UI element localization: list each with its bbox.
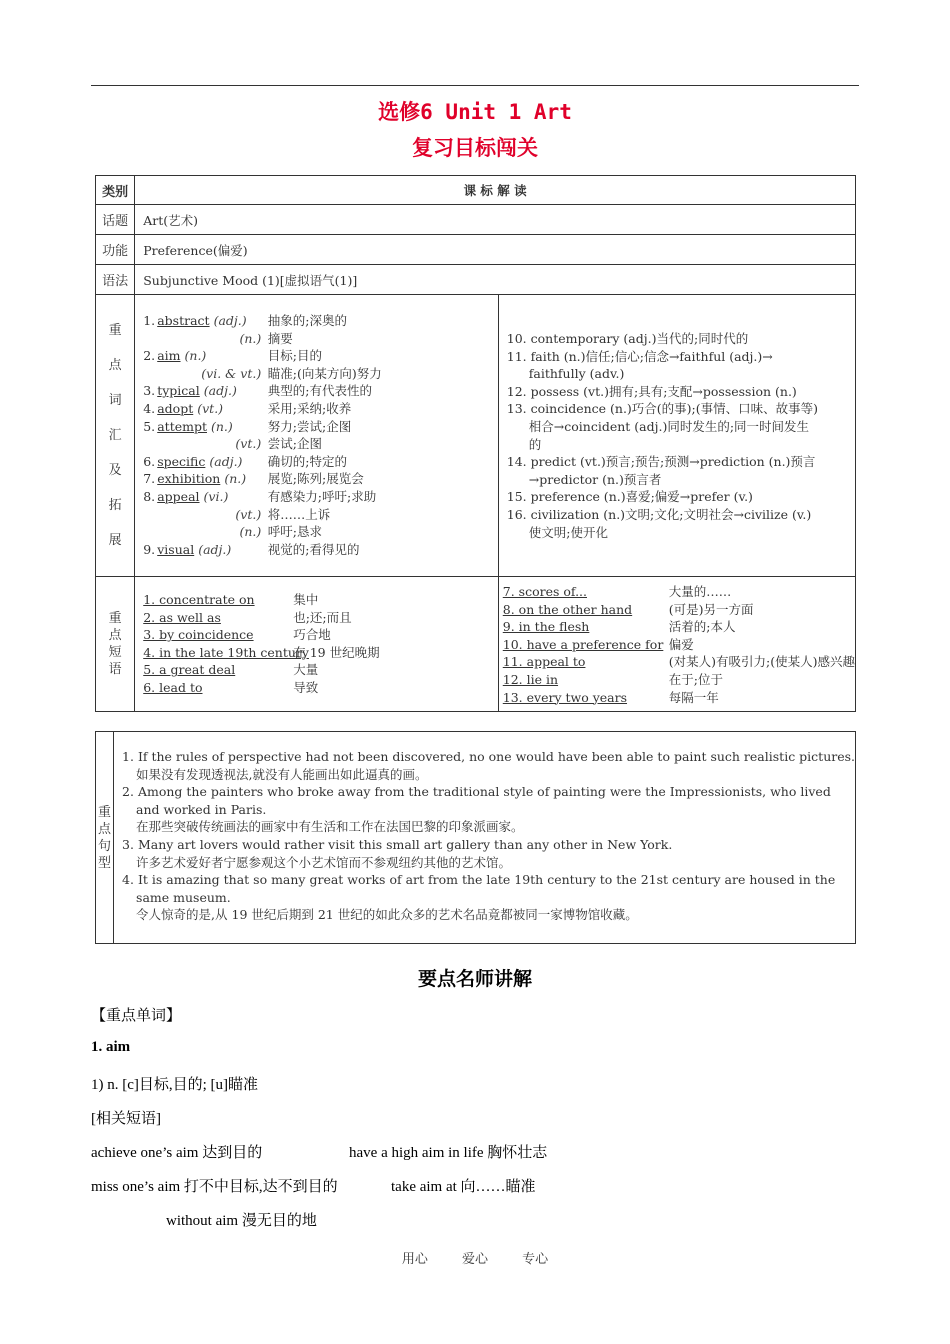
sentence-line: 如果没有发现透视法,就没有人能画出如此逼真的画。 xyxy=(136,766,428,782)
vocab-item xyxy=(143,365,498,383)
phrase-meaning: 偏爱 xyxy=(668,636,694,652)
vocab-no: 9. xyxy=(143,541,156,557)
phrase-meaning: 活着的;本人 xyxy=(668,619,736,635)
vocab-no: 8. xyxy=(143,488,156,504)
vocab-pos: (adj.) xyxy=(213,313,247,328)
vocab-right-line: 10. contemporary (adj.)当代的;同时代的 xyxy=(506,331,749,346)
vocab-word: aim xyxy=(157,348,181,364)
vocab-right-line: 相合→coincident (adj.)同时发生的;同一时间发生 xyxy=(528,418,810,434)
vocab-meaning: 确切的;特定的 xyxy=(267,453,347,469)
vocab-pos: (vi.) xyxy=(203,488,229,504)
vocab-item xyxy=(143,382,498,400)
phrase-meaning: 巧合地 xyxy=(293,627,331,643)
vocab-pos: (vt.) xyxy=(235,506,262,522)
vocab-word: abstract xyxy=(157,313,210,328)
vocab-pos: (vt.) xyxy=(197,400,224,416)
phrase-text: 2. as well as xyxy=(143,609,221,625)
phrase-meaning: (对某人)有吸引力;(使某人)感兴趣 xyxy=(668,654,855,670)
vocab-word: specific xyxy=(157,453,206,469)
head-category: 类别 xyxy=(96,176,135,205)
vocab-right-line: 使文明;使开化 xyxy=(528,524,608,540)
vocab-no xyxy=(143,506,157,524)
phrase-meaning: 在 19 世纪晚期 xyxy=(293,644,380,660)
vocab-meaning: 瞄准;(向某方向)努力 xyxy=(267,365,382,381)
vocab-label: 重 点 词 汇 及 拓 展 xyxy=(96,295,135,577)
vocab-word: appeal xyxy=(157,488,200,504)
vocab-right xyxy=(498,295,855,577)
phrase-meaning: 集中 xyxy=(293,592,319,607)
vocab-right-line: faithfully (adv.) xyxy=(528,366,625,382)
phrase-item xyxy=(143,591,498,609)
vocab-right-line: 11. faith (n.)信任;信心;信念→faithful (adj.)→ xyxy=(506,348,773,364)
sentence-line: 1. If the rules of perspective had not been discovered, no one would have been able to paint such realistic pictures. xyxy=(122,749,855,764)
vocab-pos: (adj.) xyxy=(203,383,237,399)
vocab-pos: (n.) xyxy=(211,418,233,434)
row-topic-content: Art(艺术) xyxy=(135,205,856,235)
phrase-item xyxy=(143,661,498,679)
phrase-meaning: 每隔一年 xyxy=(668,689,719,705)
sentence-line: 在那些突破传统画法的画家中有生活和工作在法国巴黎的印象派画家。 xyxy=(136,819,524,835)
vocab-no xyxy=(143,435,157,453)
vocab-meaning: 摘要 xyxy=(267,330,293,346)
phrase-meaning: 也;还;而且 xyxy=(293,609,352,625)
sentence-line: 令人惊奇的是,从 19 世纪后期到 21 世纪的如此众多的艺术名品竟都被同一家博物馆收藏。 xyxy=(136,907,638,923)
vocab-right-line: →predictor (n.)预言者 xyxy=(528,471,662,487)
phrase-take-aim: take aim at 向……瞄准 xyxy=(391,1179,536,1195)
vocab-item xyxy=(143,312,498,330)
phrase-item xyxy=(503,636,855,654)
vocab-word: visual xyxy=(157,541,195,557)
word-definition: 1) n. [c]目标,目的; [u]瞄准 xyxy=(91,1077,259,1093)
vocab-item xyxy=(143,541,498,559)
vocab-pos: (n.) xyxy=(224,471,247,487)
vocab-word: typical xyxy=(157,383,200,399)
vocab-pos: (adj.) xyxy=(198,541,232,557)
phrases-left xyxy=(135,577,499,712)
vocab-meaning: 尝试;企图 xyxy=(267,436,322,452)
row-function-category: 功能 xyxy=(96,235,135,265)
row-grammar-content: Subjunctive Mood (1)[虚拟语气(1)] xyxy=(135,265,856,295)
phrase-item xyxy=(143,644,498,662)
phrase-item xyxy=(503,618,855,636)
phrase-meaning: 导致 xyxy=(293,679,319,695)
sentence-table xyxy=(95,731,856,944)
phrase-item xyxy=(503,601,855,619)
vocab-no: 6. xyxy=(143,453,156,469)
phrase-meaning: (可是)另一方面 xyxy=(668,601,754,617)
vocab-item xyxy=(143,453,498,471)
vocab-item xyxy=(143,347,498,365)
vocab-item xyxy=(143,435,498,453)
vocab-right-line: 的 xyxy=(528,436,542,452)
phrase-item xyxy=(503,689,855,707)
vocab-word: attempt xyxy=(157,418,207,434)
vocab-item xyxy=(143,523,498,541)
vocab-pos: (vi. & vt.) xyxy=(201,365,262,381)
phrase-text: 8. on the other hand xyxy=(502,601,633,617)
phrase-text: 13. every two years xyxy=(502,689,628,705)
phrase-text: 7. scores of... xyxy=(502,584,587,599)
phrase-item xyxy=(143,609,498,627)
section-tag: 【重点单词】 xyxy=(91,1008,182,1024)
vocab-pos: (adj.) xyxy=(209,453,243,469)
vocab-no: 7. xyxy=(143,471,156,487)
phrase-item xyxy=(503,671,855,689)
sentence-line: 2. Among the painters who broke away from the traditional style of painting were the Impressionists, who lived xyxy=(122,784,831,800)
sentence-line: 许多艺术爱好者宁愿参观这个小艺术馆而不参观纽约其他的艺术馆。 xyxy=(136,854,512,870)
phrase-item xyxy=(143,626,498,644)
vocab-right-line: 15. preference (n.)喜爱;偏爱→prefer (v.) xyxy=(506,489,753,505)
vocab-meaning: 视觉的;看得见的 xyxy=(267,541,360,557)
vocab-item xyxy=(143,506,498,524)
footer: 用心 爱心 专心 xyxy=(401,1252,549,1267)
vocab-meaning: 呼吁;恳求 xyxy=(267,524,322,540)
header-rule xyxy=(91,85,859,86)
vocab-no: 1. xyxy=(143,313,156,328)
vocab-meaning: 目标;目的 xyxy=(267,348,322,364)
vocab-pos: (n.) xyxy=(184,348,207,364)
vocab-pos: (n.) xyxy=(239,524,262,540)
row-grammar-category: 语法 xyxy=(96,265,135,295)
vocab-item xyxy=(143,488,498,506)
vocab-meaning: 采用;采纳;收养 xyxy=(267,400,352,416)
sentence-content xyxy=(114,732,856,944)
phrase-item xyxy=(503,653,855,671)
vocab-meaning: 典型的;有代表性的 xyxy=(267,383,372,399)
head-content: 课 标 解 读 xyxy=(135,176,856,205)
phrase-item xyxy=(503,583,855,601)
vocab-no: 3. xyxy=(143,383,156,399)
review-table xyxy=(95,175,856,712)
section-heading: 要点名师讲解 xyxy=(417,968,532,990)
vocab-meaning: 抽象的;深奥的 xyxy=(267,313,347,328)
vocab-meaning: 将……上诉 xyxy=(267,506,331,522)
phrase-label: 重 点 短 语 xyxy=(96,577,135,712)
sentence-line: and worked in Paris. xyxy=(136,801,267,817)
vocab-no xyxy=(143,523,157,541)
vocab-item xyxy=(143,418,498,436)
phrase-item xyxy=(143,679,498,697)
vocab-word: adopt xyxy=(157,400,194,416)
vocab-item xyxy=(143,470,498,488)
sentence-line: 3. Many art lovers would rather visit this small art gallery than any other in New York. xyxy=(122,836,673,852)
vocab-right-line: 14. predict (vt.)预言;预告;预测→prediction (n.)预言 xyxy=(506,454,816,470)
vocab-right-line: 12. possess (vt.)拥有;具有;支配→possession (n.) xyxy=(506,383,797,399)
sentence-line: 4. It is amazing that so many great works of art from the late 19th century to the 21st century are housed in the xyxy=(122,872,836,888)
phrase-text: 1. concentrate on xyxy=(143,592,255,607)
vocab-no xyxy=(143,330,157,348)
phrase-text: 3. by coincidence xyxy=(143,627,254,643)
vocab-left xyxy=(135,295,499,577)
phrase-achieve: achieve one’s aim 达到目的 xyxy=(91,1145,263,1161)
phrases-right xyxy=(498,577,855,712)
vocab-no: 5. xyxy=(143,418,156,434)
vocab-right-line: 16. civilization (n.)文明;文化;文明社会→civilize (v.) xyxy=(506,506,812,522)
vocab-pos: (vt.) xyxy=(235,436,262,452)
vocab-no xyxy=(143,365,157,383)
vocab-right-line: 13. coincidence (n.)巧合(的事);(事情、口味、故事等) xyxy=(506,401,819,417)
vocab-meaning: 展览;陈列;展览会 xyxy=(267,471,364,487)
row-function-content: Preference(偏爱) xyxy=(135,235,856,265)
word-title: 1. aim xyxy=(91,1039,131,1055)
phrase-text: 12. lie in xyxy=(502,671,559,687)
vocab-item xyxy=(143,330,498,348)
phrase-miss: miss one’s aim 打不中目标,达不到目的 xyxy=(91,1179,338,1195)
phrase-text: 5. a great deal xyxy=(143,662,236,678)
phrase-meaning: 在于;位于 xyxy=(668,671,723,687)
page-title: 选修6 Unit 1 Art xyxy=(378,100,572,124)
vocab-meaning: 有感染力;呼吁;求助 xyxy=(267,488,377,504)
vocab-item xyxy=(143,400,498,418)
phrase-text: 6. lead to xyxy=(143,679,203,695)
phrase-text: 11. appeal to xyxy=(502,654,586,670)
sentence-label: 重 点 句 型 xyxy=(96,732,114,944)
phrase-meaning: 大量的…… xyxy=(668,584,732,599)
vocab-meaning: 努力;尝试;企图 xyxy=(267,418,352,434)
phrase-text: 4. in the late 19th century xyxy=(143,644,309,660)
related-phrases-label: [相关短语] xyxy=(91,1111,161,1127)
phrase-without-aim: without aim 漫无目的地 xyxy=(166,1213,317,1229)
vocab-no: 2. xyxy=(143,348,156,364)
phrase-text: 10. have a preference for xyxy=(502,636,664,652)
vocab-pos: (n.) xyxy=(239,330,262,346)
phrase-high-aim: have a high aim in life 胸怀壮志 xyxy=(349,1145,548,1161)
phrase-text: 9. in the flesh xyxy=(502,619,590,635)
phrase-meaning: 大量 xyxy=(293,662,319,678)
vocab-no: 4. xyxy=(143,400,156,416)
vocab-word: exhibition xyxy=(157,471,221,487)
row-topic-category: 话题 xyxy=(96,205,135,235)
sentence-line: same museum. xyxy=(136,889,231,905)
page-subtitle: 复习目标闯关 xyxy=(412,136,538,160)
